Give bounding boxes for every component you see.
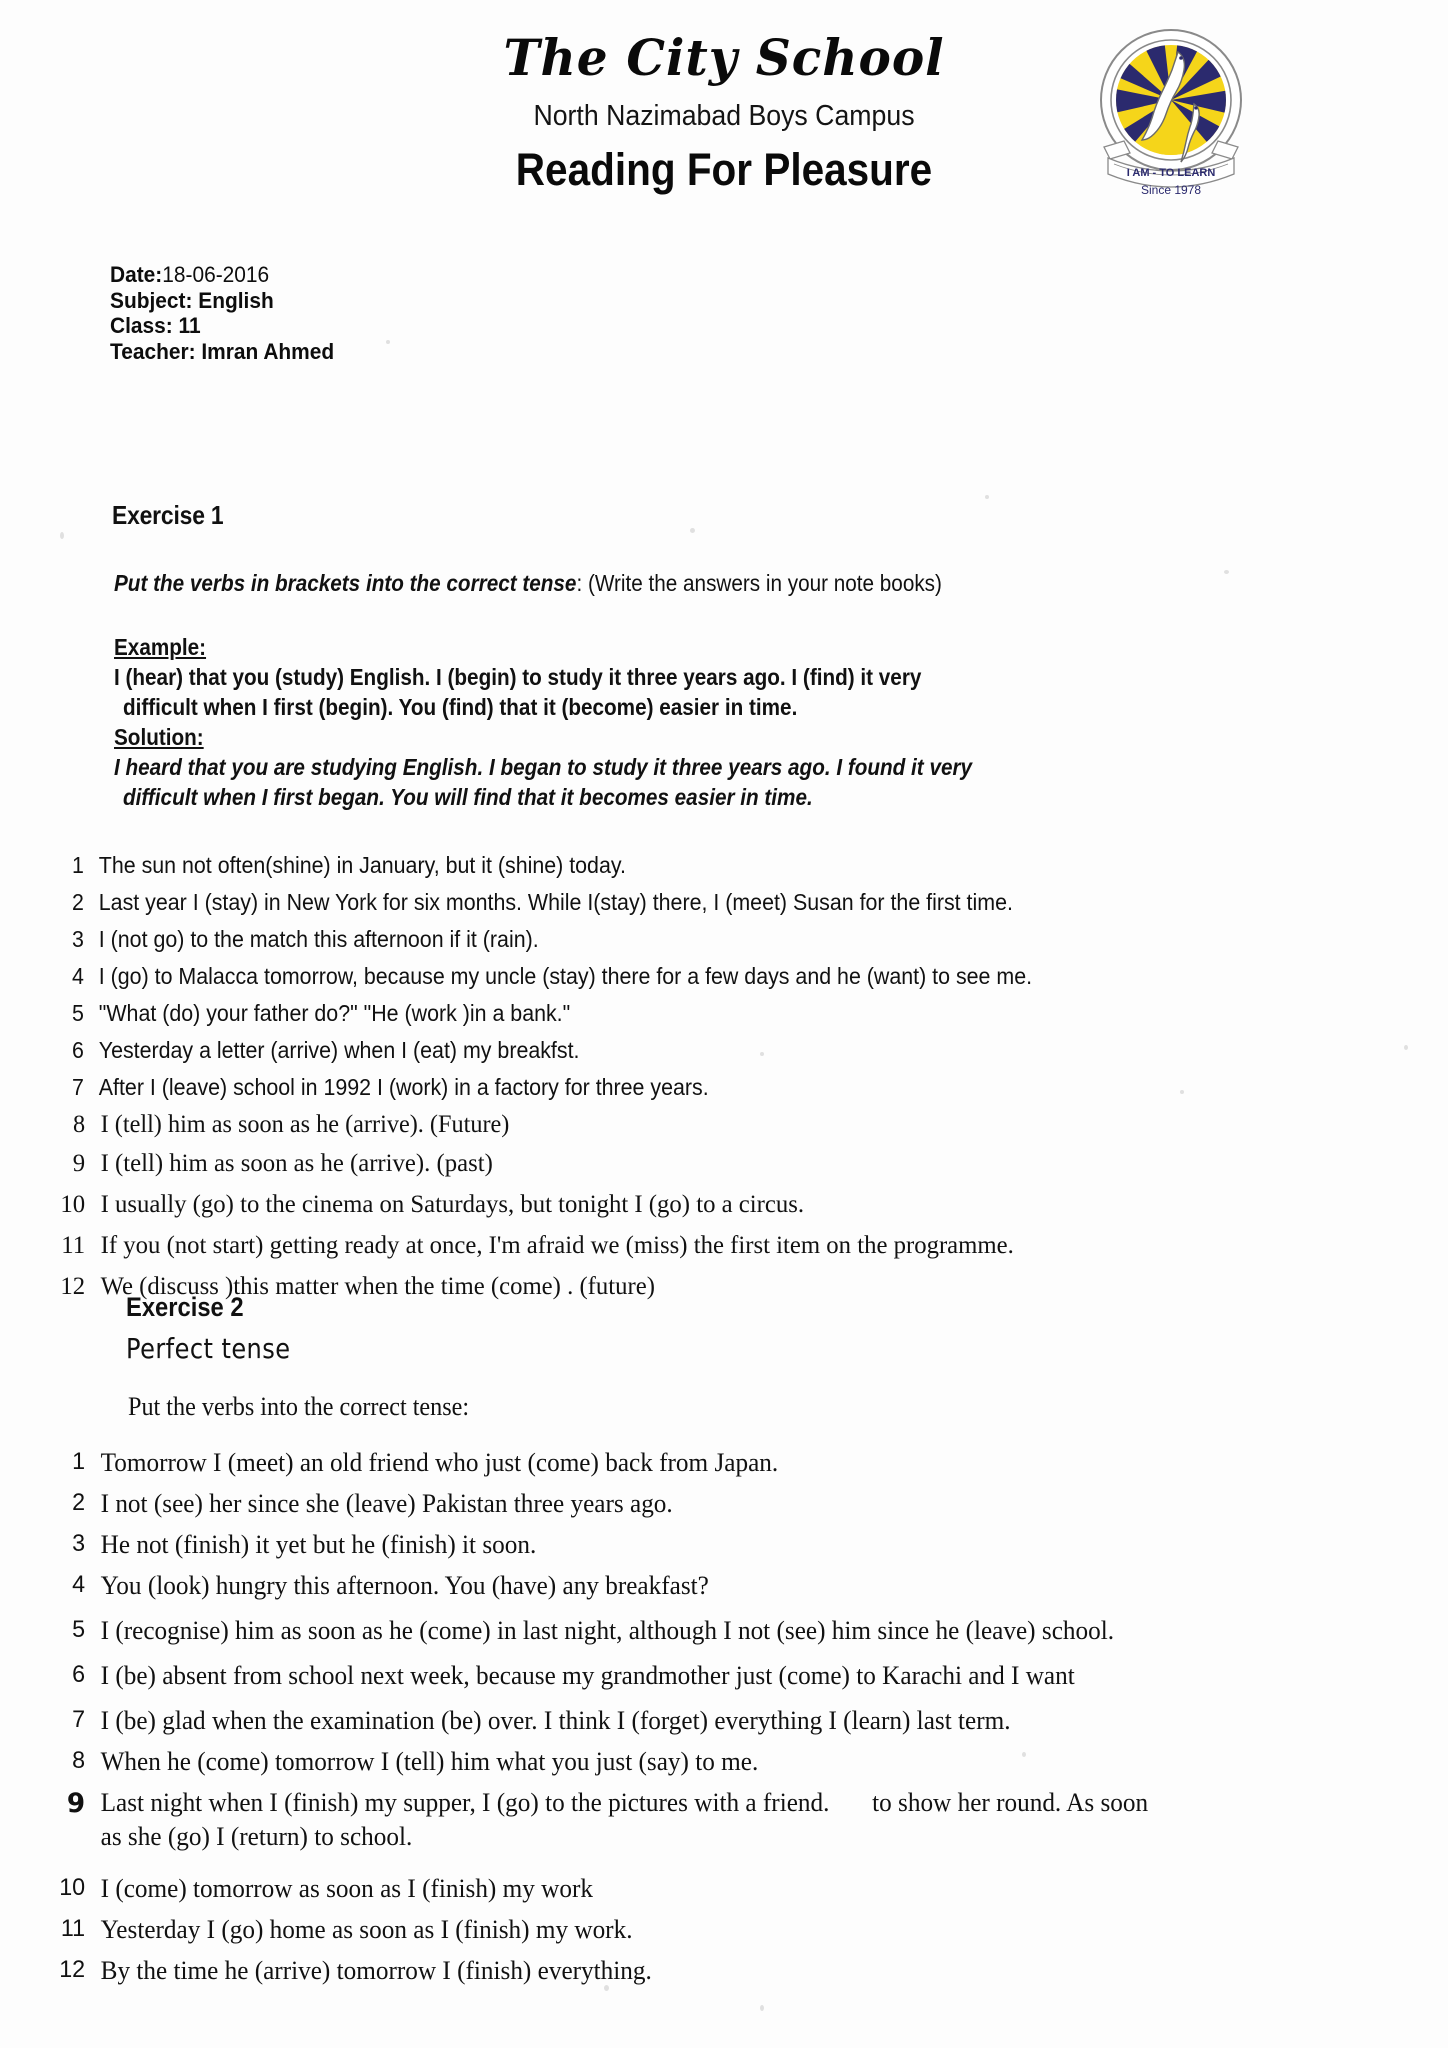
scan-speck: [1022, 1752, 1026, 1757]
item-number: 10: [59, 1874, 86, 1901]
item-text: Yesterday I (go) home as soon as I (finish) my work.: [100, 1915, 633, 1944]
item-text: Yesterday a letter (arrive) when I (eat) my breakfst.: [98, 1037, 580, 1063]
item-text: I usually (go) to the cinema on Saturdays, but tonight I (go) to a circus.: [100, 1189, 805, 1218]
item-number: 1: [71, 852, 84, 878]
solution-line-1: I heard that you are studying English. I began to study it three years ago. I found it very: [114, 754, 973, 780]
item-text: I (tell) him as soon as he (arrive). (Future): [100, 1111, 510, 1138]
item-text: By the time he (arrive) tomorrow I (finish) everything.: [100, 1956, 652, 1985]
item-text: Last year I (stay) in New York for six months. While I(stay) there, I (meet) Susan for the first time.: [98, 889, 1013, 915]
item-number: 7: [71, 1074, 84, 1100]
list-item: [56, 963, 1302, 1000]
list-item: [56, 1915, 1404, 1956]
item-number: 9: [66, 1788, 86, 1819]
list-item: [56, 1448, 1404, 1489]
item-number: 3: [72, 1530, 86, 1557]
item-number: 5: [72, 1616, 86, 1643]
item-text: I (come) tomorrow as soon as I (finish) my work: [100, 1874, 594, 1903]
item-number: 8: [72, 1747, 86, 1774]
scan-speck: [386, 340, 390, 344]
campus-name: North Nazimabad Boys Campus: [533, 100, 915, 132]
item-number: 1: [72, 1448, 86, 1475]
item-number: 2: [72, 1489, 86, 1516]
school-name: The City School: [503, 28, 945, 87]
item-text: We (discuss )this matter when the time (come) . (future): [100, 1271, 655, 1300]
exercise-2-instruction: Put the verbs into the correct tense:: [128, 1392, 470, 1421]
list-item: [56, 1000, 1302, 1037]
item-text: After I (leave) school in 1992 I (work) in a factory for three years.: [98, 1074, 709, 1100]
logo-since: Since 1978: [1140, 183, 1202, 197]
exercise-1-question-list: [56, 852, 1396, 1312]
item-number: 6: [71, 1037, 84, 1063]
meta-class: Class: 11: [110, 313, 201, 338]
meta-subject: Subject: English: [110, 287, 274, 313]
list-item: [56, 1747, 1404, 1788]
exercise-1-example-block: [114, 632, 972, 812]
scan-speck: [604, 1985, 609, 1991]
item-text-part-1: Last night when I (finish) my supper, I (go) to the pictures with a friend.: [100, 1788, 830, 1817]
list-item: [56, 926, 1302, 963]
list-item: [56, 1111, 1356, 1148]
logo-crest-icon: [1082, 22, 1260, 200]
item-number: 4: [72, 1571, 86, 1598]
item-number: 12: [59, 1956, 86, 1983]
list-item: [56, 852, 1302, 889]
list-item: [56, 1706, 1404, 1747]
item-text: I (be) absent from school next week, because my grandmother just (come) to Karachi and I want: [100, 1661, 1075, 1690]
item-text: I not (see) her since she (leave) Pakistan three years ago.: [100, 1489, 673, 1518]
item-number: 11: [61, 1230, 86, 1259]
item-number: 5: [71, 1000, 84, 1026]
example-line-1: I (hear) that you (study) English. I (begin) to study it three years ago. I (find) it very: [114, 664, 922, 690]
item-text-part-2: to show her round. As soon: [872, 1788, 1149, 1817]
exercise-2-heading: Exercise 2: [126, 1292, 244, 1322]
school-logo: [1082, 22, 1260, 200]
meta-date-row: [110, 262, 334, 288]
exercise-2-subheading: Perfect tense: [126, 1332, 291, 1365]
page-title: Reading For Pleasure: [515, 144, 933, 195]
item-text: You (look) hungry this afternoon. You (have) any breakfast?: [100, 1571, 709, 1600]
exercise-1-instruction-plain: : (Write the answers in your note books): [576, 570, 942, 596]
example-line-2: difficult when I first (begin). You (find) that it (become) easier in time.: [123, 694, 798, 720]
item-text: The sun not often(shine) in January, but it (shine) today.: [98, 852, 626, 878]
item-number: 8: [72, 1111, 86, 1138]
item-text: I (be) glad when the examination (be) over. I think I (forget) everything I (learn) last term.: [100, 1706, 1011, 1735]
list-item: [56, 1074, 1302, 1111]
date-label: Date:: [110, 262, 163, 287]
list-item: [56, 1661, 1404, 1706]
item-text-continuation: as she (go) I (return) to school.: [100, 1822, 413, 1851]
list-item: [56, 1271, 1356, 1312]
item-text: "What (do) your father do?" "He (work )in a bank.": [98, 1000, 571, 1026]
list-item: [56, 1530, 1404, 1571]
exercise-1-heading: Exercise 1: [112, 500, 224, 530]
scan-speck: [985, 495, 989, 499]
scan-speck: [1404, 1045, 1408, 1050]
list-item: [56, 1874, 1404, 1915]
example-label: Example:: [114, 634, 207, 660]
item-text: I (go) to Malacca tomorrow, because my uncle (stay) there for a few days and he (want) to see me.: [98, 963, 1033, 989]
item-text: If you (not start) getting ready at once, I'm afraid we (miss) the first item on the programme.: [100, 1230, 1014, 1259]
item-number: 2: [71, 889, 84, 915]
meta-teacher: Teacher: Imran Ahmed: [110, 338, 335, 364]
logo-motto: I AM - TO LEARN: [1126, 167, 1216, 179]
list-item: [56, 1489, 1404, 1530]
exercise-1-instruction-bold: Put the verbs in brackets into the correct tense: [114, 570, 577, 596]
list-item: [56, 1189, 1356, 1230]
list-item: [56, 1037, 1302, 1074]
list-item: [56, 1616, 1404, 1661]
solution-line-2: difficult when I first began. You will find that it becomes easier in time.: [123, 784, 813, 810]
scan-speck: [60, 532, 64, 539]
item-text: [101, 1788, 1405, 1852]
scan-speck: [760, 1052, 764, 1056]
item-text: I (not go) to the match this afternoon if it (rain).: [98, 926, 539, 952]
list-item: [56, 1148, 1356, 1189]
item-text: I (recognise) him as soon as he (come) in last night, although I not (see) him since he (leave) school.: [100, 1616, 1115, 1645]
item-number: 10: [60, 1189, 86, 1218]
list-item: [56, 1230, 1356, 1271]
scan-speck: [1180, 1090, 1184, 1094]
exercise-2-question-list: [56, 1448, 1446, 1997]
item-text: When he (come) tomorrow I (tell) him what you just (say) to me.: [100, 1747, 759, 1776]
item-number: 3: [71, 926, 84, 952]
item-number: 7: [72, 1706, 86, 1733]
list-item: [56, 1571, 1404, 1616]
item-text: He not (finish) it yet but he (finish) it soon.: [100, 1530, 537, 1559]
item-text: I (tell) him as soon as he (arrive). (past): [100, 1148, 493, 1177]
list-item: [56, 889, 1302, 926]
list-item: [56, 1788, 1404, 1874]
scan-speck: [760, 2005, 764, 2011]
item-number: 12: [60, 1271, 86, 1300]
item-number: 9: [72, 1148, 86, 1177]
scan-speck: [1224, 570, 1229, 574]
exercise-1-instruction: [114, 570, 942, 597]
date-value: 18-06-2016: [162, 262, 270, 287]
worksheet-meta: [110, 262, 334, 364]
item-number: 6: [72, 1661, 86, 1688]
solution-label: Solution:: [114, 724, 204, 750]
page-header: [0, 0, 1448, 250]
item-text: Tomorrow I (meet) an old friend who just (come) back from Japan.: [100, 1448, 779, 1477]
item-number: 4: [71, 963, 84, 989]
list-item: [56, 1956, 1404, 1997]
scan-speck: [690, 528, 695, 533]
item-number: 11: [60, 1915, 86, 1942]
